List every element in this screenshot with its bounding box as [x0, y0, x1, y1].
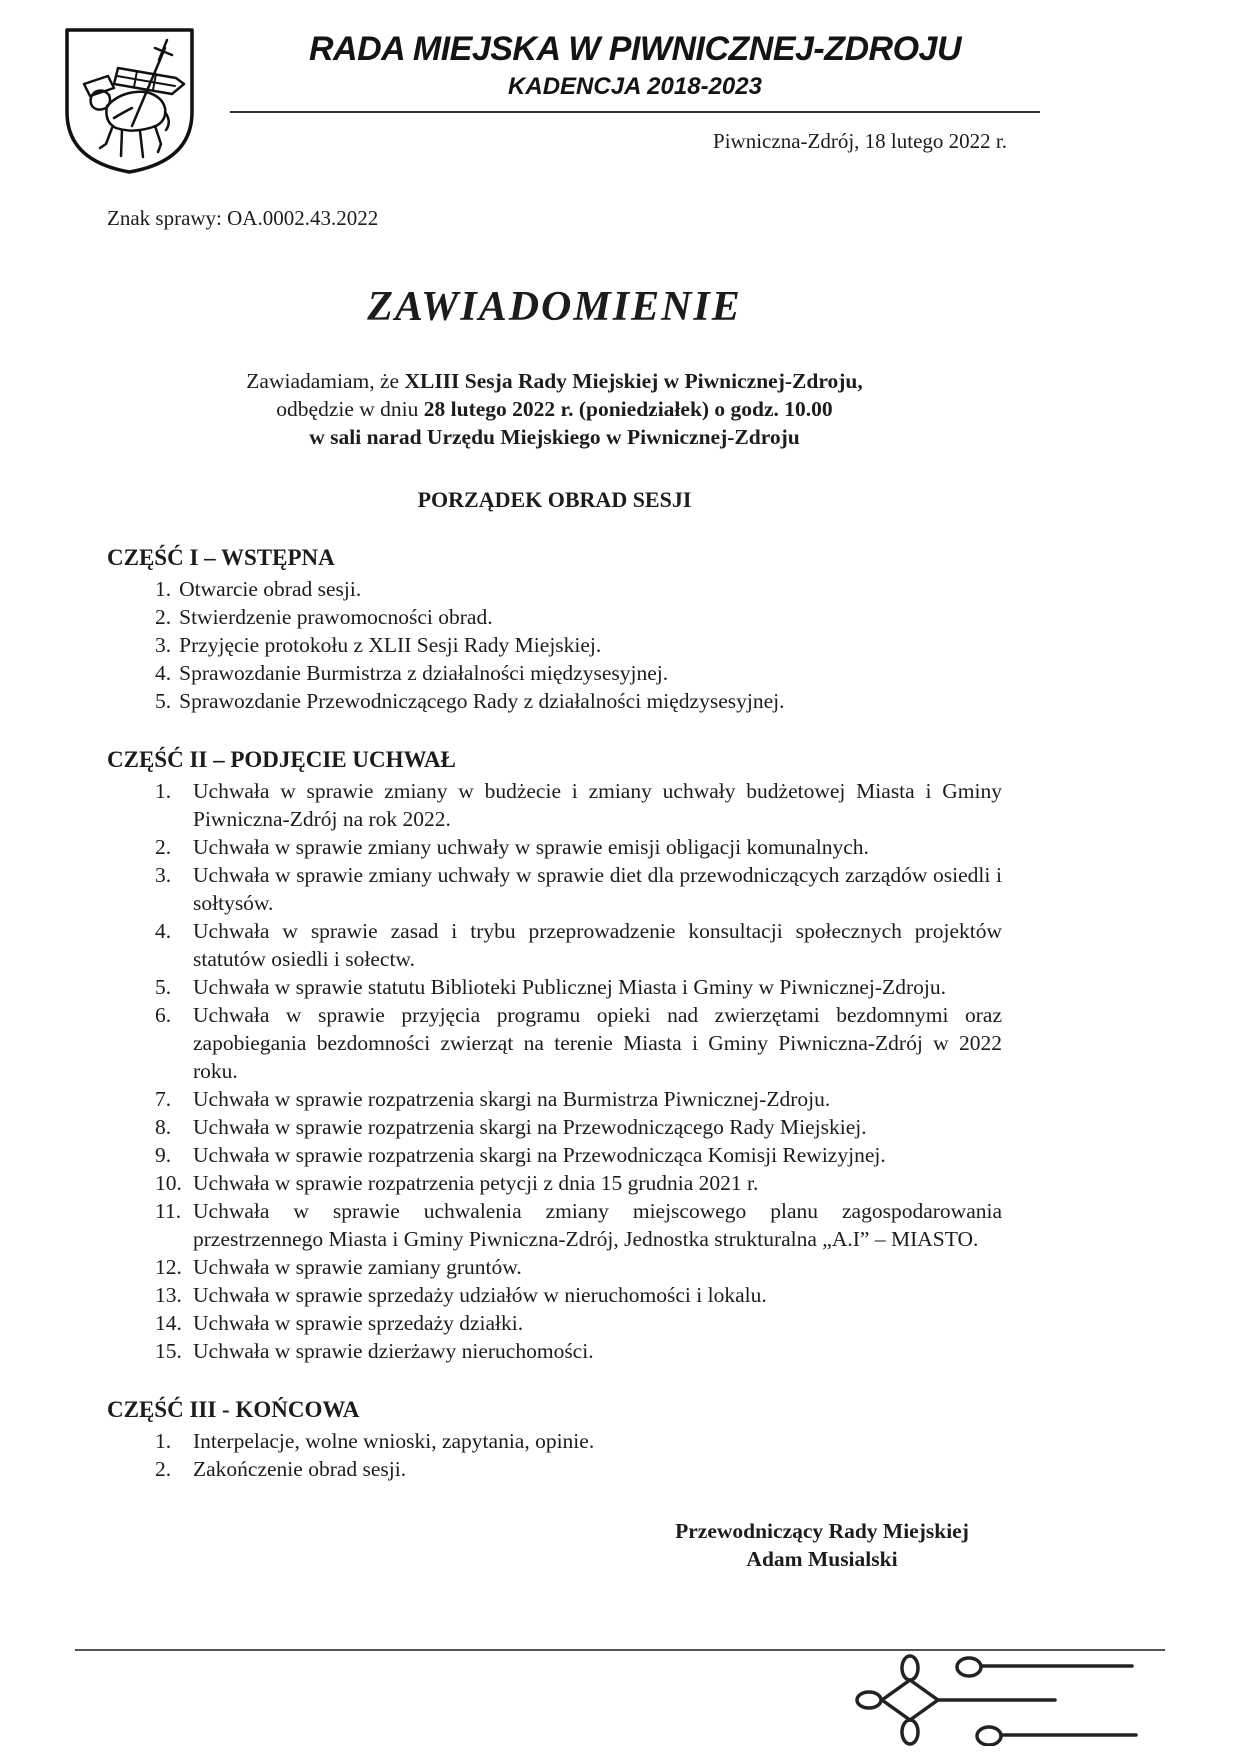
item-number: 1.: [155, 577, 172, 601]
agenda-item: [155, 777, 1002, 833]
item-number: 15.: [155, 1339, 182, 1363]
coat-of-arms-icon: [62, 26, 197, 176]
section-heading: CZĘŚĆ I – WSTĘPNA: [107, 545, 335, 570]
item-text: Uchwała w sprawie sprzedaży udziałów w nieruchomości i lokalu.: [193, 1283, 767, 1307]
section-heading: CZĘŚĆ II – PODJĘCIE UCHWAŁ: [107, 747, 456, 772]
item-number: 1.: [155, 779, 172, 803]
item-number: 6.: [155, 1003, 172, 1027]
signatory-role: Przewodniczący Rady Miejskiej: [675, 1519, 969, 1543]
agenda-item: [155, 861, 1002, 917]
agenda-list-part-2: [107, 777, 1002, 1365]
agenda-item: [155, 1113, 1002, 1141]
item-text: Uchwała w sprawie rozpatrzenia petycji z dnia 15 grudnia 2021 r.: [193, 1171, 759, 1195]
document-title: ZAWIADOMIENIE: [367, 284, 742, 330]
item-number: 8.: [155, 1115, 172, 1139]
item-text: Uchwała w sprawie dzierżawy nieruchomości.: [193, 1339, 594, 1363]
agenda-title: PORZĄDEK OBRAD SESJI: [417, 487, 692, 512]
item-text: Stwierdzenie prawomocności obrad.: [179, 605, 493, 629]
item-text: Uchwała w sprawie zamiany gruntów.: [193, 1255, 522, 1279]
item-text: Uchwała w sprawie rozpatrzenia skargi na Burmistrza Piwnicznej-Zdroju.: [193, 1087, 831, 1111]
item-number: 11.: [155, 1199, 182, 1223]
item-number: 7.: [155, 1087, 172, 1111]
letterhead: [0, 0, 1240, 180]
intro-paragraph: [107, 367, 1002, 451]
item-number: 2.: [155, 605, 172, 629]
item-text: Uchwała w sprawie uchwalenia zmiany miejscowego planu zagospodarowania przestrzennego Miasta i Gminy Piwniczna-Zdrój, Jednostka strukturalna „A.I” – MIASTO.: [193, 1199, 1002, 1251]
item-text: Uchwała w sprawie zmiany uchwały w sprawie emisji obligacji komunalnych.: [193, 835, 869, 859]
item-number: 5.: [155, 689, 172, 713]
agenda-list-part-1: [107, 575, 1002, 715]
agenda-item: [155, 973, 1002, 1001]
intro-line2-regular: odbędzie w dniu: [276, 397, 424, 421]
section-heading: CZĘŚĆ III - KOŃCOWA: [107, 1397, 360, 1422]
document-body: [107, 206, 1002, 1573]
agenda-item: [155, 1427, 1002, 1455]
agenda-item: [155, 603, 1002, 631]
agenda-item: [155, 1337, 1002, 1365]
footer-divider: [75, 1649, 1165, 1651]
flourish-icon: [730, 1654, 1140, 1746]
place-and-date: Piwniczna-Zdrój, 18 lutego 2022 r.: [713, 129, 1007, 154]
item-text: Sprawozdanie Burmistrza z działalności międzysesyjnej.: [179, 661, 669, 685]
agenda-item: [155, 1169, 1002, 1197]
agenda-item: [155, 1141, 1002, 1169]
item-number: 13.: [155, 1283, 182, 1307]
item-number: 2.: [155, 835, 172, 859]
item-number: 4.: [155, 919, 172, 943]
letterhead-titles: [230, 0, 1040, 113]
agenda-item: [155, 833, 1002, 861]
case-number: Znak sprawy: OA.0002.43.2022: [107, 206, 379, 230]
agenda-item: [155, 687, 1002, 715]
header-divider: [230, 111, 1040, 113]
item-text: Uchwała w sprawie przyjęcia programu opieki nad zwierzętami bezdomnymi oraz zapobiegania bezdomności zwierząt na terenie Miasta i Gminy Piwniczna-Zdrój w 2022 roku.: [193, 1003, 1002, 1083]
signature-block: [622, 1517, 1022, 1573]
agenda-item: [155, 1281, 1002, 1309]
item-number: 4.: [155, 661, 172, 685]
section-part-1: [107, 545, 1002, 715]
intro-line2-bold: 28 lutego 2022 r. (poniedziałek) o godz. 10.00: [423, 397, 833, 421]
item-text: Uchwała w sprawie sprzedaży działki.: [193, 1311, 524, 1335]
item-number: 5.: [155, 975, 172, 999]
agenda-item: [155, 917, 1002, 973]
agenda-item: [155, 1309, 1002, 1337]
section-part-2: [107, 747, 1002, 1365]
section-part-3: [107, 1397, 1002, 1483]
agenda-item: [155, 631, 1002, 659]
item-text: Zakończenie obrad sesji.: [193, 1457, 407, 1481]
item-text: Interpelacje, wolne wnioski, zapytania, opinie.: [193, 1429, 595, 1453]
intro-line1-bold: XLIII Sesja Rady Miejskiej w Piwnicznej-Zdroju,: [404, 369, 863, 393]
item-number: 3.: [155, 633, 172, 657]
item-text: Uchwała w sprawie rozpatrzenia skargi na Przewodnicząca Komisji Rewizyjnej.: [193, 1143, 886, 1167]
agenda-item: [155, 1253, 1002, 1281]
agenda-item: [155, 1197, 1002, 1253]
item-text: Uchwała w sprawie zmiany w budżecie i zmiany uchwały budżetowej Miasta i Gminy Piwniczna-Zdrój na rok 2022.: [193, 779, 1002, 831]
agenda-item: [155, 659, 1002, 687]
item-text: Uchwała w sprawie statutu Biblioteki Publicznej Miasta i Gminy w Piwnicznej-Zdroju.: [193, 975, 946, 999]
item-number: 3.: [155, 863, 172, 887]
item-text: Uchwała w sprawie zmiany uchwały w sprawie diet dla przewodniczących zarządów osiedli i sołtysów.: [193, 863, 1002, 915]
agenda-list-part-3: [107, 1427, 1002, 1483]
agenda-item: [155, 575, 1002, 603]
item-text: Sprawozdanie Przewodniczącego Rady z działalności międzysesyjnej.: [179, 689, 785, 713]
agenda-item: [155, 1455, 1002, 1483]
item-number: 1.: [155, 1429, 172, 1453]
agenda-item: [155, 1001, 1002, 1085]
organization-name: RADA MIEJSKA W PIWNICZNEJ-ZDROJU: [308, 30, 962, 68]
intro-line1-regular: Zawiadamiam, że: [246, 369, 405, 393]
signatory-name: Adam Musialski: [746, 1547, 898, 1571]
item-text: Uchwała w sprawie zasad i trybu przeprowadzenie konsultacji społecznych projektów statutów osiedli i sołectw.: [193, 919, 1002, 971]
item-number: 10.: [155, 1171, 182, 1195]
item-number: 12.: [155, 1255, 182, 1279]
item-text: Uchwała w sprawie rozpatrzenia skargi na Przewodniczącego Rady Miejskiej.: [193, 1115, 867, 1139]
item-text: Otwarcie obrad sesji.: [179, 577, 362, 601]
item-number: 9.: [155, 1143, 172, 1167]
item-text: Przyjęcie protokołu z XLII Sesji Rady Miejskiej.: [179, 633, 602, 657]
intro-line3-bold: w sali narad Urzędu Miejskiego w Piwnicznej-Zdroju: [309, 425, 800, 449]
council-term: KADENCJA 2018-2023: [508, 73, 762, 101]
item-number: 14.: [155, 1311, 182, 1335]
agenda-item: [155, 1085, 1002, 1113]
item-number: 2.: [155, 1457, 172, 1481]
